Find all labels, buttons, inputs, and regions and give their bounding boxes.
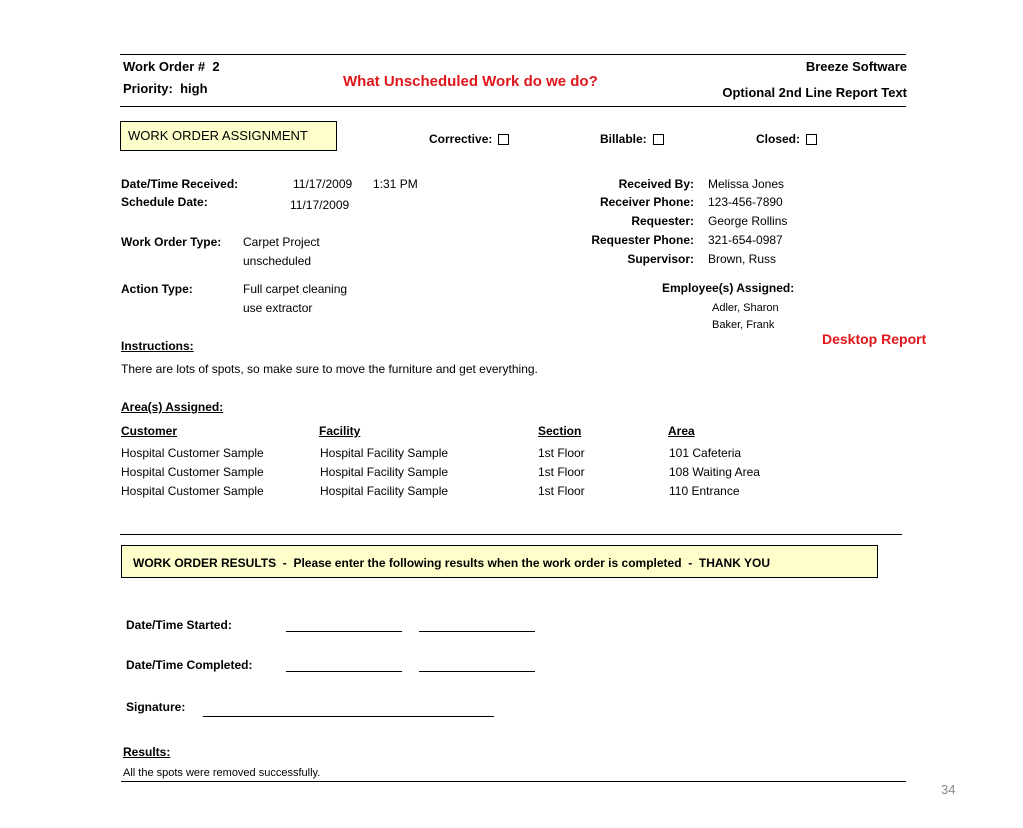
instructions-label: Instructions: [121,339,194,353]
assignment-banner [120,121,337,151]
completed-label: Date/Time Completed: [126,658,253,672]
action-type-label: Action Type: [121,282,193,296]
action-type-line2: use extractor [243,301,313,315]
instructions-text: There are lots of spots, so make sure to move the furniture and get everything. [121,362,538,376]
report-text: Optional 2nd Line Report Text [722,85,907,100]
started-label: Date/Time Started: [126,618,232,632]
receiver-phone-label: Receiver Phone: [599,195,694,209]
header-bottom-rule [120,106,906,107]
received-by-label: Received By: [618,177,694,191]
employees-label: Employee(s) Assigned: [662,281,795,295]
column-header-facility: Facility [319,424,361,438]
header-top-rule [120,54,906,55]
results-banner [121,545,878,578]
column-header-customer: Customer [121,424,178,438]
cell-customer: Hospital Customer Sample [121,446,264,460]
corrective-checkbox[interactable] [498,134,509,145]
areas-label: Area(s) Assigned: [121,400,224,414]
work-order-type-line2: unscheduled [243,254,312,268]
started-date-line[interactable] [286,631,402,632]
results-underline [121,781,906,782]
billable-label: Billable: [600,132,647,146]
receiver-phone-value: 123-456-7890 [708,195,783,209]
billable-checkbox[interactable] [653,134,664,145]
cell-customer: Hospital Customer Sample [121,484,264,498]
work-order-number [123,59,220,74]
column-header-section: Section [538,424,582,438]
section-divider [120,534,902,535]
time-received-value: 1:31 PM [373,177,418,191]
page-number: 34 [941,782,956,797]
cell-section: 1st Floor [538,484,585,498]
work-order-label: Work Order # [123,59,206,74]
results-banner-text: WORK ORDER RESULTS - Please enter the following results when the work order is completed - THANK YOU [133,556,770,570]
cell-facility: Hospital Facility Sample [320,484,449,498]
cell-area: 110 Entrance [669,484,740,498]
signature-label: Signature: [126,700,186,714]
action-type-line1: Full carpet cleaning [243,282,348,296]
requester-value: George Rollins [708,214,788,228]
employee-1: Adler, Sharon [712,302,779,314]
closed-field [756,132,817,146]
column-header-area: Area [668,424,695,438]
cell-customer: Hospital Customer Sample [121,465,264,479]
date-received-label: Date/Time Received: [121,177,239,191]
supervisor-label: Supervisor: [627,252,694,266]
cell-section: 1st Floor [538,465,585,479]
cell-area: 101 Cafeteria [669,446,742,460]
cell-facility: Hospital Facility Sample [320,446,449,460]
requester-phone-value: 321-654-0987 [708,233,783,247]
company-name: Breeze Software [805,59,907,74]
completed-date-line[interactable] [286,671,402,672]
schedule-date-value: 11/17/2009 [290,198,350,212]
results-label: Results: [123,745,171,759]
requester-label: Requester: [631,214,694,228]
priority [123,81,208,96]
assignment-title: WORK ORDER ASSIGNMENT [128,128,308,143]
work-order-type-line1: Carpet Project [243,235,320,249]
corrective-field [429,132,509,146]
work-order-type-label: Work Order Type: [121,235,222,249]
signature-line[interactable] [203,716,494,717]
priority-label: Priority: [123,81,173,96]
slide-title: What Unscheduled Work do we do? [343,73,598,90]
received-by-value: Melissa Jones [708,177,785,191]
cell-area: 108 Waiting Area [669,465,760,479]
work-order-value: 2 [212,59,220,74]
started-time-line[interactable] [419,631,535,632]
priority-value: high [180,81,208,96]
cell-facility: Hospital Facility Sample [320,465,449,479]
schedule-date-label: Schedule Date: [121,195,208,209]
date-received-value: 11/17/2009 [293,177,353,191]
billable-field [600,132,664,146]
cell-section: 1st Floor [538,446,585,460]
corrective-label: Corrective: [429,132,493,146]
employee-2: Baker, Frank [712,319,775,331]
completed-time-line[interactable] [419,671,535,672]
supervisor-value: Brown, Russ [708,252,777,266]
desktop-report-label: Desktop Report [822,331,927,347]
requester-phone-label: Requester Phone: [591,233,694,247]
results-text: All the spots were removed successfully. [123,767,321,779]
closed-label: Closed: [756,132,801,146]
closed-checkbox[interactable] [806,134,817,145]
